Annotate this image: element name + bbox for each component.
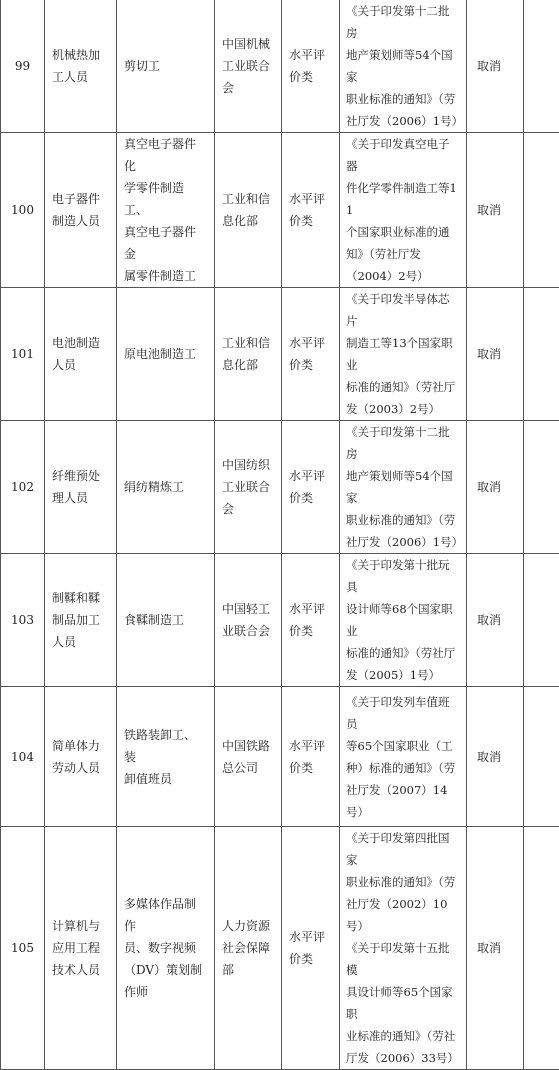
note-cell: [524, 687, 559, 827]
table-row: [1, 554, 559, 687]
status-cell: 取消: [467, 554, 524, 687]
basis-document-cell: 《关于印发第十二批房 地产策划师等54个国家 职业标准的通知》（劳 社厅发（2006）1号）: [340, 0, 467, 133]
row-number: 100: [1, 133, 45, 288]
evaluation-type-cell: 水平评 价类: [282, 827, 340, 1070]
status-cell: 取消: [467, 288, 524, 421]
evaluation-type-cell: 水平评 价类: [282, 0, 340, 133]
status-cell: 取消: [467, 133, 524, 288]
basis-document-cell: 《关于印发半导体芯片 制造工等13个国家职业 标准的通知》（劳社厅 发（2003）2号）: [340, 288, 467, 421]
occupation-cell: 机械热加 工人员: [45, 0, 117, 133]
note-cell: [524, 827, 559, 1070]
job-title-cell: 多媒体作品制作 员、数字视频 （DV）策划制 作师: [117, 827, 215, 1070]
table-body: [1, 0, 559, 1070]
job-title-cell: 真空电子器件化 学零件制造工、 真空电子器件金 属零件制造工: [117, 133, 215, 288]
row-number: 105: [1, 827, 45, 1070]
table-row: [1, 421, 559, 554]
evaluation-type-cell: 水平评 价类: [282, 133, 340, 288]
row-number: 101: [1, 288, 45, 421]
occupation-cell: 简单体力 劳动人员: [45, 687, 117, 827]
row-number: 102: [1, 421, 45, 554]
occupation-cell: 电池制造 人员: [45, 288, 117, 421]
department-cell: 中国纺织 工业联合 会: [215, 421, 282, 554]
note-cell: [524, 421, 559, 554]
note-cell: [524, 0, 559, 133]
status-cell: 取消: [467, 0, 524, 133]
basis-document-cell: 《关于印发第十二批房 地产策划师等54个国家 职业标准的通知》（劳 社厅发（2006）1号）: [340, 421, 467, 554]
department-cell: 中国机械 工业联合 会: [215, 0, 282, 133]
status-cell: 取消: [467, 827, 524, 1070]
evaluation-type-cell: 水平评 价类: [282, 554, 340, 687]
basis-document-cell: 《关于印发真空电子器 件化学零件制造工等11 个国家职业标准的通 知》（劳社厅发 （2004）2号）: [340, 133, 467, 288]
job-title-cell: 剪切工: [117, 0, 215, 133]
table-row: [1, 133, 559, 288]
department-cell: 工业和信 息化部: [215, 288, 282, 421]
status-cell: 取消: [467, 687, 524, 827]
job-title-cell: 绢纺精炼工: [117, 421, 215, 554]
job-title-cell: 食鞣制造工: [117, 554, 215, 687]
evaluation-type-cell: 水平评 价类: [282, 421, 340, 554]
table-row: [1, 0, 559, 133]
basis-document-cell: 《关于印发第十批玩具 设计师等68个国家职业 标准的通知》（劳社厅 发（2005）1号）: [340, 554, 467, 687]
job-title-cell: 铁路装卸工、装 卸值班员: [117, 687, 215, 827]
table-row: [1, 827, 559, 1070]
department-cell: 中国轻工 业联合会: [215, 554, 282, 687]
occupation-cell: 纤维预处 理人员: [45, 421, 117, 554]
row-number: 103: [1, 554, 45, 687]
table-row: [1, 288, 559, 421]
table-row: [1, 687, 559, 827]
note-cell: [524, 288, 559, 421]
department-cell: 中国铁路 总公司: [215, 687, 282, 827]
evaluation-type-cell: 水平评 价类: [282, 687, 340, 827]
status-cell: 取消: [467, 421, 524, 554]
row-number: 104: [1, 687, 45, 827]
department-cell: 人力资源 社会保障 部: [215, 827, 282, 1070]
basis-document-cell: 《关于印发第四批国家 职业标准的通知》（劳 社厅发（2002）10 号） 《关于印发第十五批模 具设计师等65个国家职 业标准的通知》（劳社 厅发（2006）33号）: [340, 827, 467, 1070]
department-cell: 工业和信 息化部: [215, 133, 282, 288]
note-cell: [524, 133, 559, 288]
occupation-cell: 计算机与 应用工程 技术人员: [45, 827, 117, 1070]
note-cell: [524, 554, 559, 687]
evaluation-type-cell: 水平评 价类: [282, 288, 340, 421]
basis-document-cell: 《关于印发列车值班员 等65个国家职业（工 种）标准的通知》（劳 社厅发（2007）14 号）: [340, 687, 467, 827]
occupation-cell: 电子器件 制造人员: [45, 133, 117, 288]
occupation-cell: 制鞣和鞣 制品加工 人员: [45, 554, 117, 687]
job-title-cell: 原电池制造工: [117, 288, 215, 421]
row-number: 99: [1, 0, 45, 133]
